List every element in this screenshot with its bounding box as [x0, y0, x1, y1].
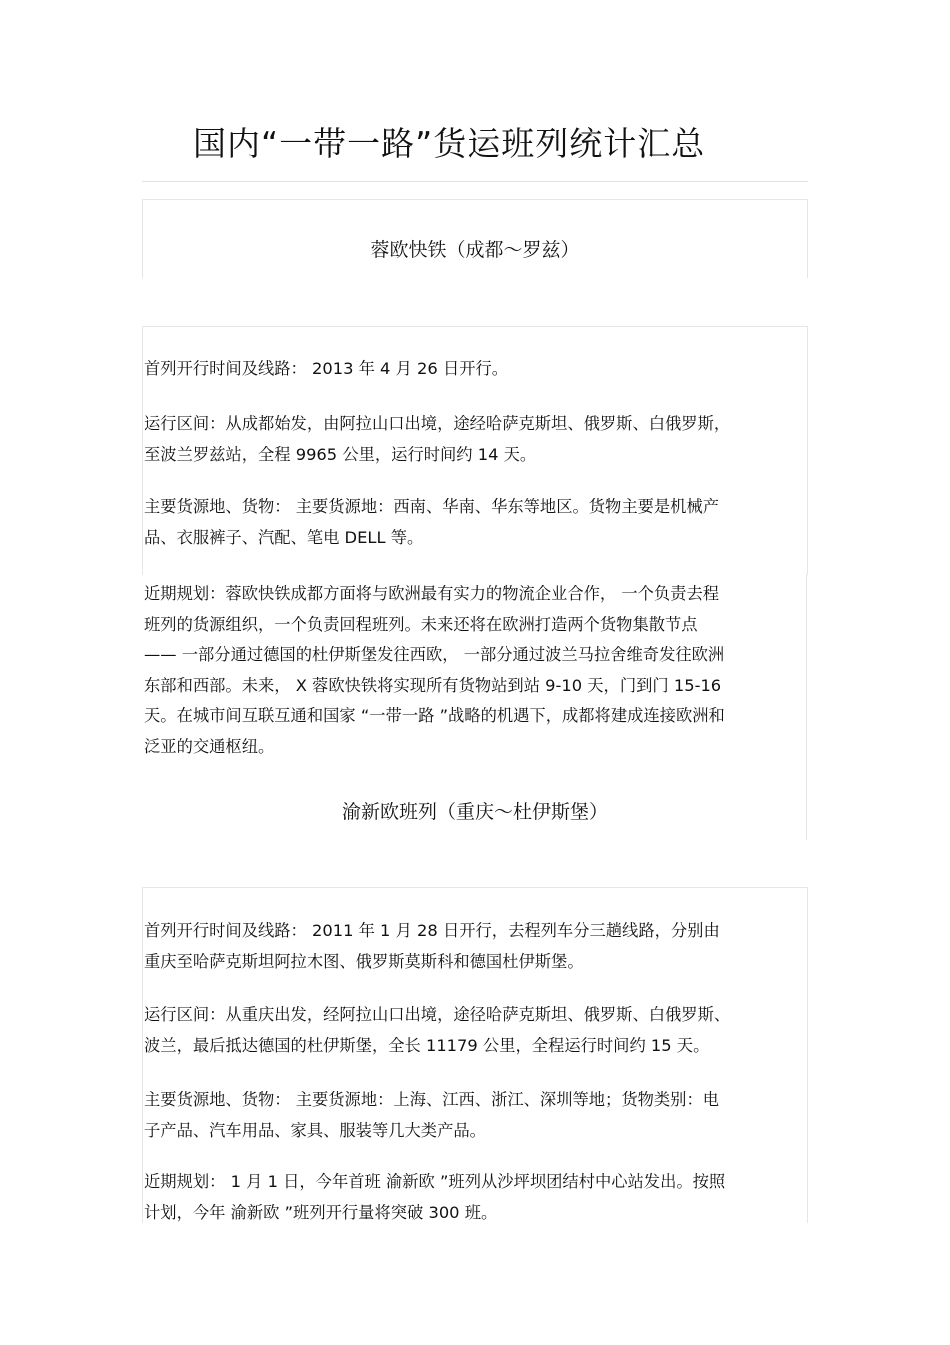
section-2-paragraph-2: [144, 1000, 808, 1061]
text-line: 天。在城市间互联互通和国家 “一带一路 ”战略的机遇下，成都将建成连接欧洲和: [144, 706, 725, 725]
title-divider: [142, 181, 808, 182]
text-line: 主要货源地、货物： 主要货源地：上海、江西、浙江、深圳等地；货物类别：电: [144, 1090, 720, 1109]
section-1-paragraph-3: [144, 492, 808, 553]
section-2-paragraph-3: [144, 1085, 808, 1146]
text-line: 东部和西部。未来， X 蓉欧快铁将实现所有货物站到站 9-10 天，门到门 15-16: [144, 675, 722, 695]
text-line: 首列开行时间及线路： 2011 年 1 月 28 日开行，去程列车分三趟线路，分别由: [144, 921, 720, 940]
section-2-heading: 渝新欧班列（重庆～杜伊斯堡）: [341, 801, 608, 823]
text-line: 运行区间：从成都始发，由阿拉山口出境，途经哈萨克斯坦、俄罗斯、白俄罗斯，: [144, 414, 731, 433]
section-1-paragraph-1: [144, 354, 808, 385]
text-line: 品、衣服裤子、汽配、笔电 DELL 等。: [144, 527, 424, 547]
text-line: 计划，今年 渝新欧 ”班列开行量将突破 300 班。: [144, 1202, 498, 1222]
text-line: 波兰，最后抵达德国的杜伊斯堡，全长 11179 公里，全程运行时间约 15 天。: [144, 1035, 710, 1055]
text-line: 近期规划： 1 月 1 日，今年首班 渝新欧 ”班列从沙坪坝团结村中心站发出。按照: [144, 1172, 726, 1191]
text-line: 子产品、汽车用品、家具、服装等几大类产品。: [144, 1120, 486, 1140]
text-line: 近期规划：蓉欧快铁成都方面将与欧洲最有实力的物流企业合作， 一个负责去程: [144, 584, 720, 603]
section-2-paragraph-4: [144, 1167, 808, 1228]
section-1-paragraph-4: [144, 579, 808, 762]
text-line: 重庆至哈萨克斯坦阿拉木图、俄罗斯莫斯科和德国杜伊斯堡。: [144, 951, 584, 971]
section-2-paragraph-1: [144, 916, 808, 977]
text-line: 泛亚的交通枢纽。: [144, 736, 275, 756]
text-line: 班列的货源组织，一个负责回程班列。未来还将在欧洲打造两个货物集散节点: [144, 614, 698, 634]
text-line: 主要货源地、货物： 主要货源地：西南、华南、华东等地区。货物主要是机械产: [144, 497, 720, 516]
text-line: 至波兰罗兹站，全程 9965 公里，运行时间约 14 天。: [144, 444, 537, 464]
text-line: 运行区间：从重庆出发，经阿拉山口出境，途径哈萨克斯坦、俄罗斯、白俄罗斯、: [144, 1005, 731, 1024]
text-line: —— 一部分通过德国的杜伊斯堡发往西欧， 一部分通过波兰马拉舍维奇发往欧洲: [144, 645, 725, 664]
section-1-paragraph-2: [144, 409, 808, 470]
text-line: 首列开行时间及线路： 2013 年 4 月 26 日开行。: [144, 359, 509, 378]
page-title: 国内“一带一路”货运班列统计汇总: [193, 124, 706, 163]
section-1-heading: 蓉欧快铁（成都～罗兹）: [370, 239, 580, 261]
